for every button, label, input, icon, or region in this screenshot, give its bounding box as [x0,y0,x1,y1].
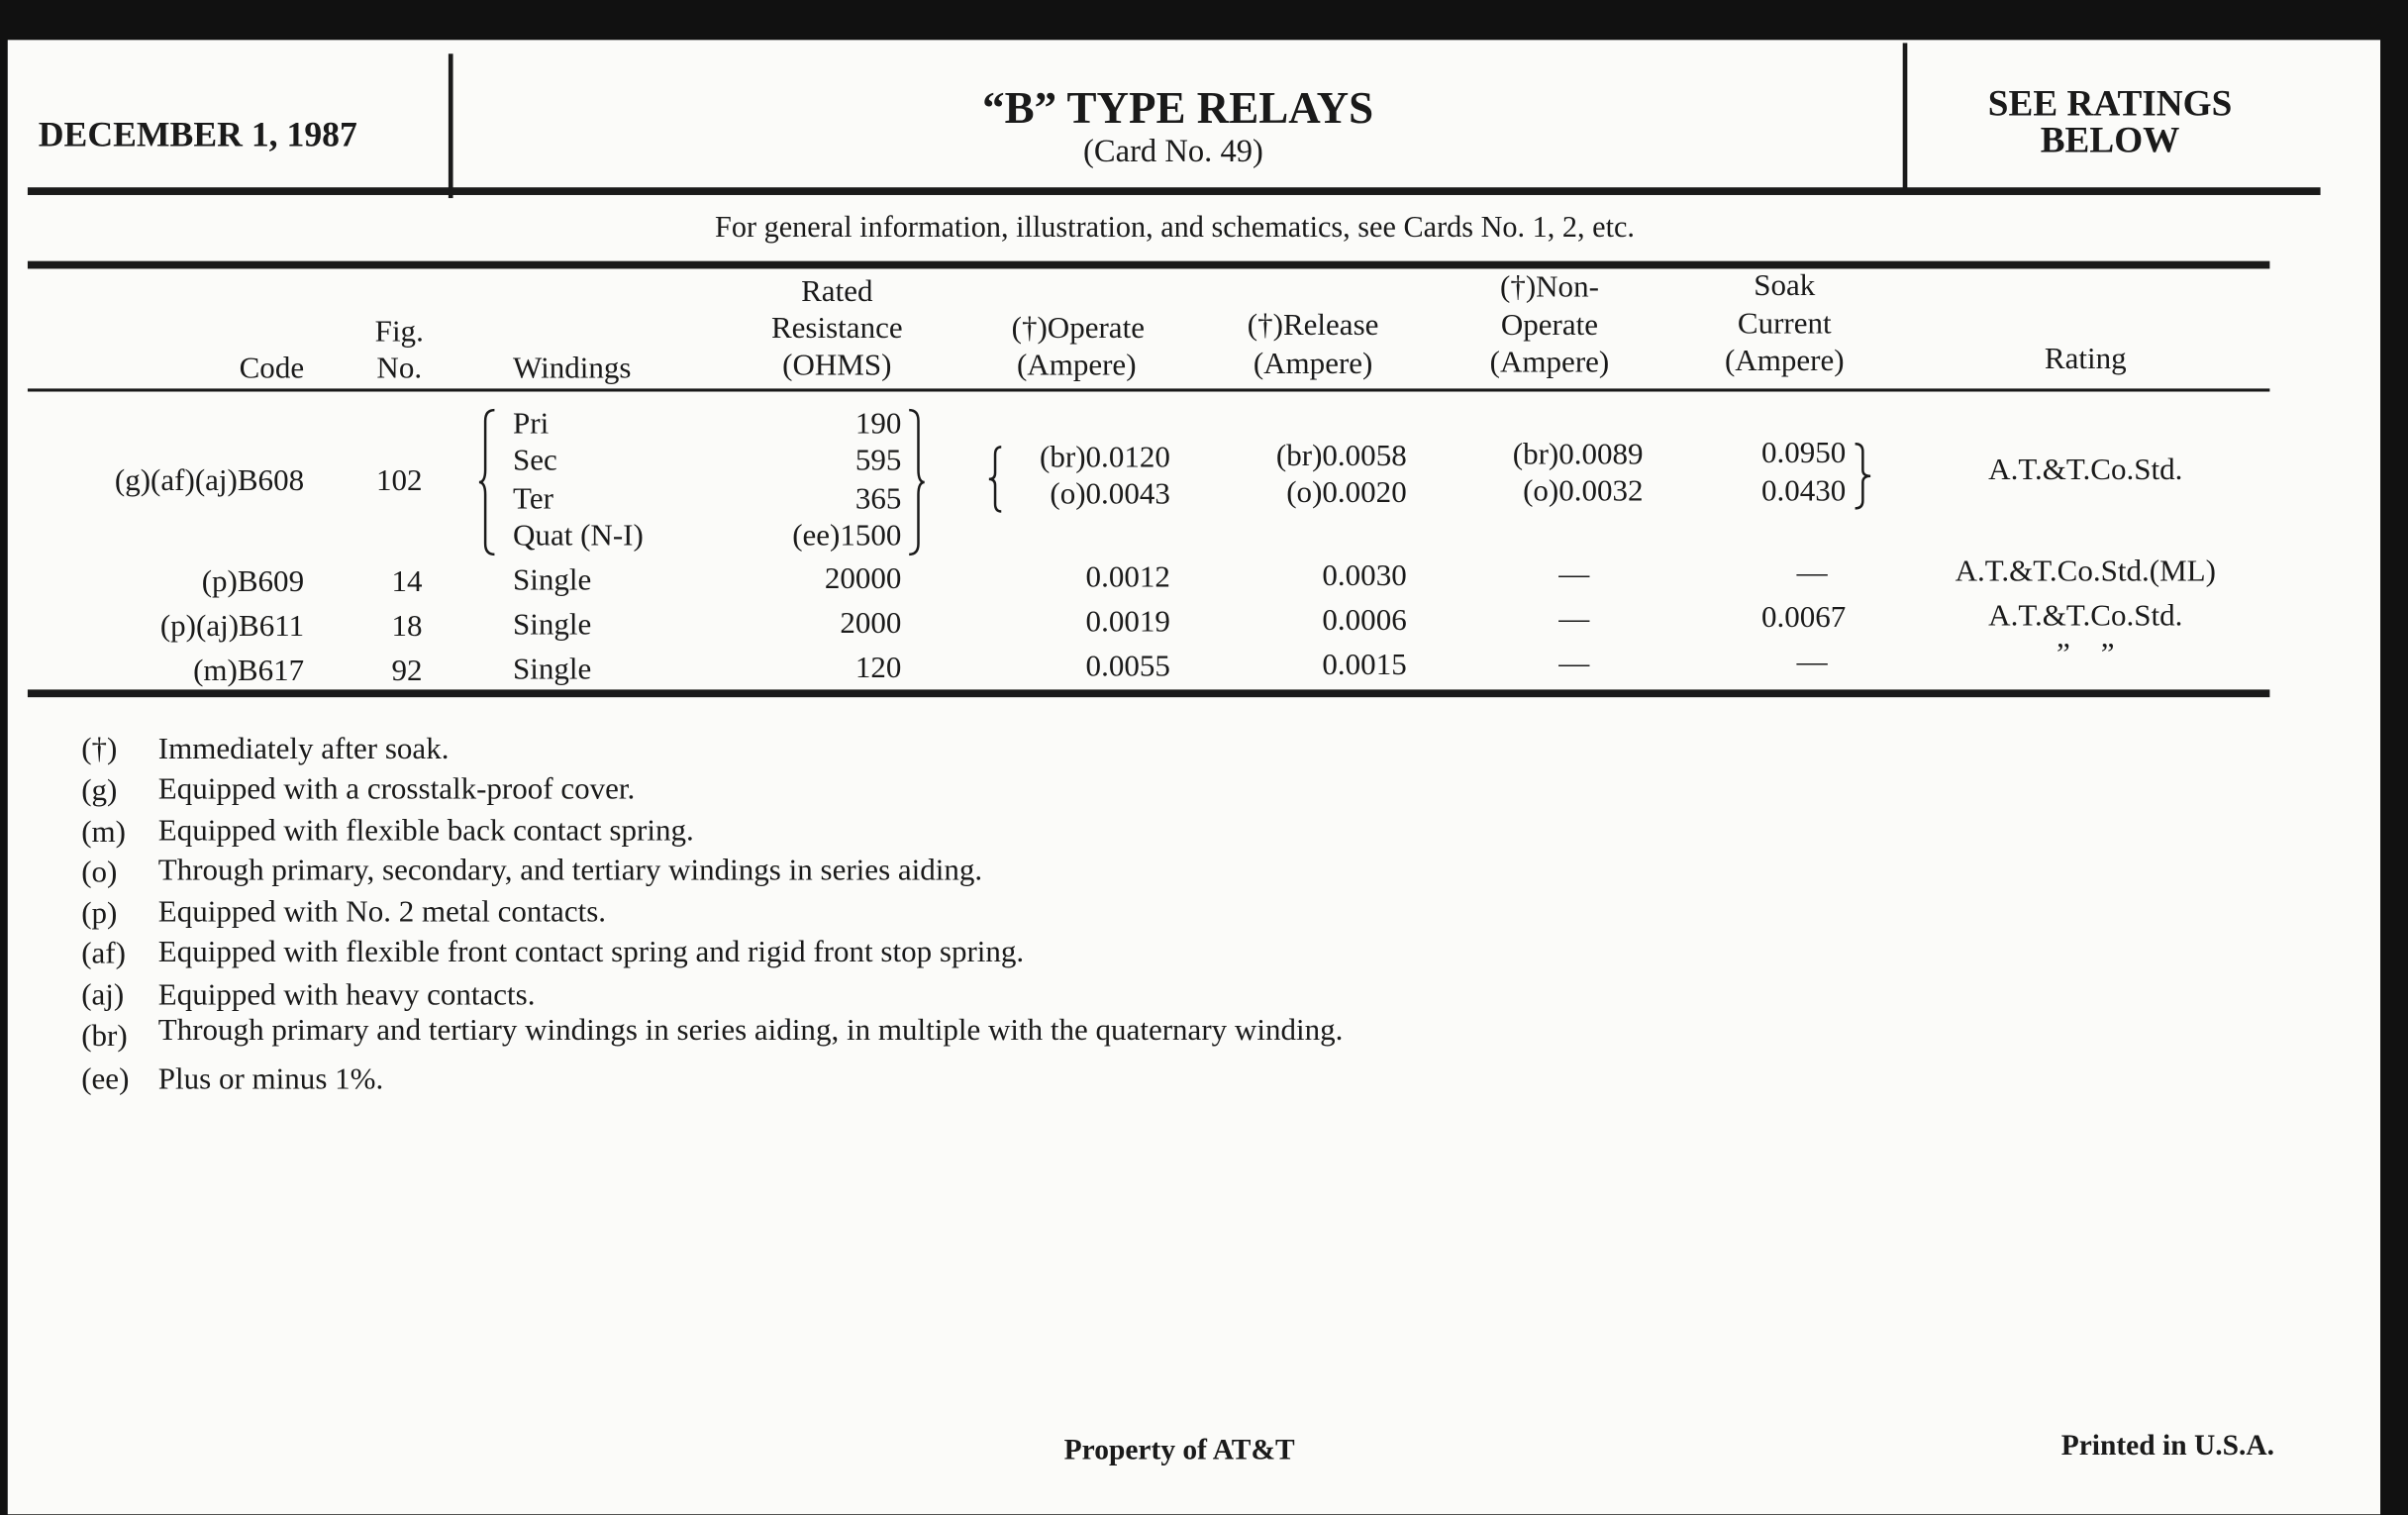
col-header-rating: Rating [2044,342,2127,376]
cell-resistance: 2000 [840,606,902,641]
card-subtitle: (Card No. 49) [1083,132,1263,169]
footnote-text: Equipped with heavy contacts. [157,977,536,1013]
cell-soak: — [1796,556,1828,590]
cell-release: (br)0.0058 [1275,439,1407,473]
resistance-right-brace [909,409,928,556]
cell-release: 0.0030 [1322,558,1407,593]
cell-fig: 102 [375,463,423,498]
footnote-text: Immediately after soak. [157,732,450,766]
soak-right-brace [1856,443,1874,510]
cell-non-operate: (o)0.0032 [1523,474,1644,509]
footnote-key: (p) [81,896,118,931]
cell-release: (o)0.0020 [1286,475,1407,510]
cell-rating: A.T.&T.Co.Std. [1988,453,2183,487]
cell-rating: A.T.&T.Co.Std.(ML) [1955,554,2216,589]
cell-resistance: 365 [854,482,902,517]
operate-left-brace [989,446,1005,513]
footnote-key: (br) [81,1019,128,1054]
col-header-nonoperate-1: (†)Non- [1499,269,1599,305]
col-header-code: Code [239,352,305,386]
cell-soak: 0.0067 [1760,600,1847,635]
cell-non-operate: — [1558,646,1590,681]
col-header-operate-1: (†)Operate [1011,311,1145,346]
cell-windings: Single [513,608,592,643]
col-header-fig-2: No. [376,352,423,386]
cell-winding-name: Ter [513,482,553,517]
cell-windings: Single [513,563,592,598]
cell-code: (g)(af)(aj)B608 [114,463,305,498]
cell-rating-ditto: ” ” [2056,637,2115,671]
cell-resistance: 120 [854,651,902,685]
col-header-resistance-3: (OHMS) [782,349,892,383]
cell-winding-name: Sec [513,444,557,478]
cell-code: (p)(aj)B611 [159,609,305,644]
cell-resistance: (ee)1500 [792,519,902,554]
cell-operate: (o)0.0043 [1050,477,1170,512]
property-notice: Property of AT&T [1063,1434,1295,1467]
header-rule [28,187,2321,195]
footnote-text: Equipped with a crosstalk-proof cover. [157,772,636,807]
table-top-rule [28,261,2269,269]
header-divider-right [1903,43,1908,188]
cell-fig: 92 [391,654,423,688]
footnote-key: (†) [81,732,118,766]
header-underline [28,388,2269,391]
windings-left-brace [479,409,498,556]
table-bottom-rule [28,689,2269,697]
cell-release: 0.0006 [1322,603,1407,638]
footnote-key: (af) [81,937,126,971]
printed-notice: Printed in U.S.A. [2060,1429,2275,1463]
footnote-text: Through primary, secondary, and tertiary windings in series aiding. [157,854,983,888]
cell-release: 0.0015 [1322,648,1407,682]
footnote-key: (aj) [81,977,125,1013]
col-header-soak-3: (Ampere) [1724,344,1845,378]
cell-non-operate: — [1558,557,1590,592]
footnote-key: (o) [81,855,118,890]
col-header-soak-1: Soak [1754,268,1816,303]
col-header-release-2: (Ampere) [1253,347,1373,381]
col-header-windings: Windings [513,352,632,386]
ratings-note-line1: SEE RATINGS [1987,84,2233,125]
footnote-text: Plus or minus 1%. [157,1062,384,1097]
cell-operate: (br)0.0120 [1040,441,1170,475]
footnote-text: Equipped with flexible front contact spring and rigid front stop spring. [157,935,1025,969]
cell-fig: 14 [391,564,423,599]
cell-winding-name: Pri [513,407,550,442]
cell-windings: Single [513,653,592,687]
cell-operate: 0.0055 [1085,650,1170,684]
cell-non-operate: — [1558,601,1590,637]
header-divider-left [449,53,453,198]
col-header-soak-2: Current [1737,307,1832,342]
cell-soak: — [1796,645,1828,679]
cell-resistance: 595 [854,444,902,478]
footnote-text: Through primary and tertiary windings in series aiding, in multiple with the quaternary winding. [157,1013,1344,1048]
footnote-key: (ee) [81,1062,130,1097]
col-header-resistance-1: Rated [801,274,873,309]
cell-rating: A.T.&T.Co.Std. [1988,598,2183,634]
col-header-release-1: (†)Release [1247,308,1379,343]
cell-operate: 0.0012 [1085,560,1170,595]
ratings-note-line2: BELOW [2040,121,2180,161]
footnote-key: (m) [81,815,127,850]
col-header-nonoperate-2: Operate [1500,308,1599,343]
cell-resistance: 190 [854,407,902,442]
cell-resistance: 20000 [824,561,902,596]
cell-code: (m)B617 [193,654,305,688]
col-header-nonoperate-3: (Ampere) [1489,345,1610,380]
card-date: DECEMBER 1, 1987 [38,115,357,154]
col-header-operate-2: (Ampere) [1016,349,1137,383]
col-header-resistance-2: Resistance [770,311,903,346]
cell-winding-name: Quat (N-I) [513,519,644,554]
cell-fig: 18 [391,609,423,644]
footnote-key: (g) [81,773,118,808]
cell-soak: 0.0950 [1760,436,1847,470]
cell-soak: 0.0430 [1760,474,1847,509]
general-info-note: For general information, illustration, and schematics, see Cards No. 1, 2, etc. [715,212,1635,245]
cell-code: (p)B609 [201,564,305,599]
footnote-text: Equipped with flexible back contact spring. [157,814,694,849]
card-title: “B” TYPE RELAYS [982,84,1374,134]
footnote-text: Equipped with No. 2 metal contacts. [157,895,607,930]
cell-non-operate: (br)0.0089 [1512,438,1644,472]
cell-operate: 0.0019 [1085,605,1170,640]
col-header-fig-1: Fig. [374,314,424,350]
